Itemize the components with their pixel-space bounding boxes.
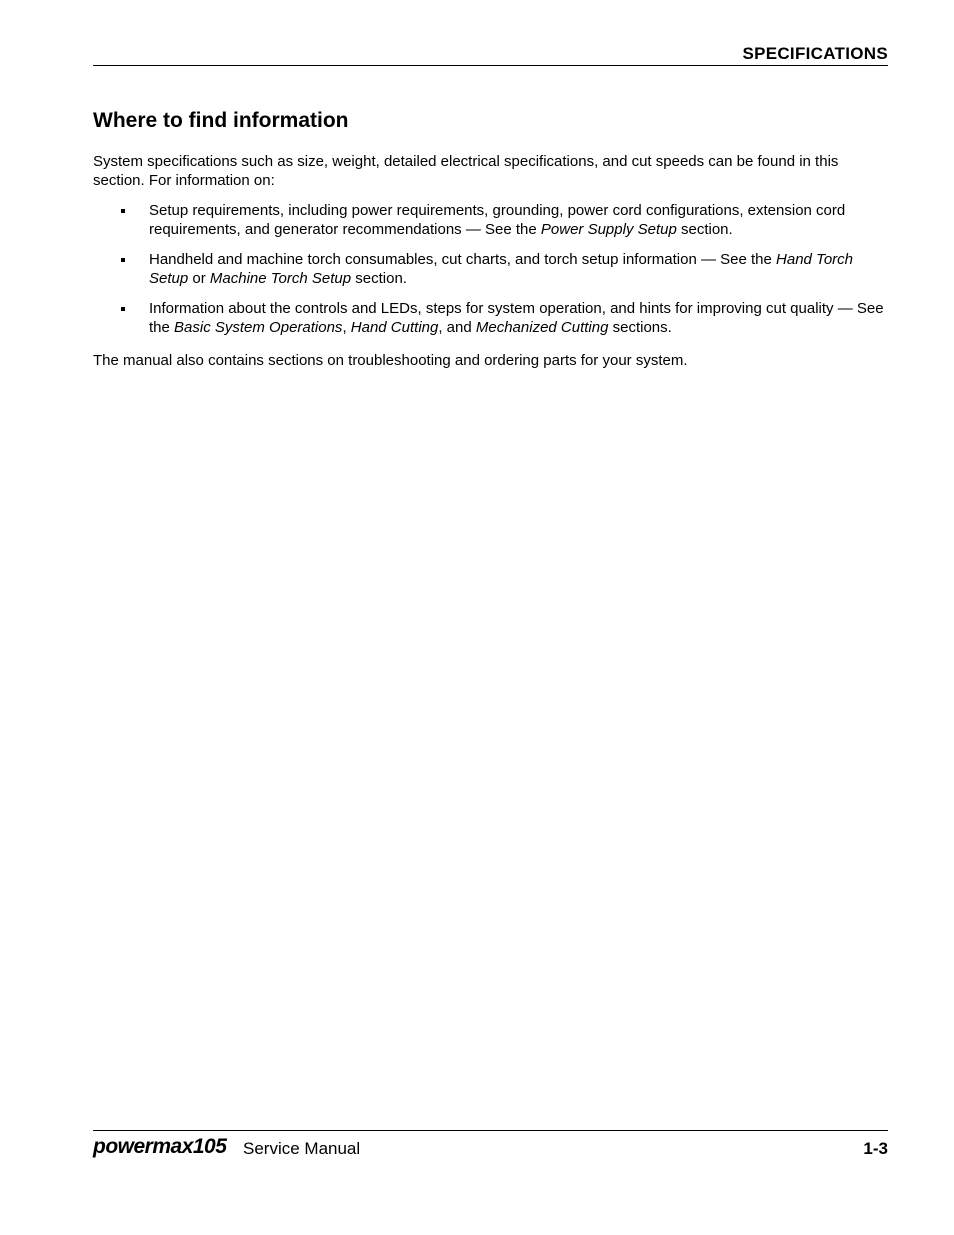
brand-logo: powermax105: [93, 1135, 227, 1158]
info-list: [93, 202, 888, 337]
list-item-text: Information about the controls and LEDs, steps for system operation, and hints for improving cut quality — See the: [149, 300, 884, 336]
bullet-icon: [121, 307, 125, 311]
section-reference: Power Supply Setup: [540, 220, 677, 238]
section-reference: Hand Torch Setup: [149, 251, 854, 287]
bullet-icon: [121, 258, 125, 262]
list-item-text: section.: [676, 220, 733, 238]
footer-divider: [93, 1130, 888, 1131]
list-item-text: sections.: [608, 318, 672, 336]
intro-paragraph: System specifications such as size, weight, detailed electrical specifications, and cut speeds can be found in this section. For information on:: [93, 153, 839, 189]
section-header: SPECIFICATIONS: [742, 44, 888, 63]
main-content: [93, 108, 888, 371]
bullet-icon: [121, 209, 125, 213]
section-reference: Hand Cutting: [350, 318, 439, 336]
manual-label: Service Manual: [243, 1139, 361, 1158]
page-footer: [93, 1135, 888, 1161]
list-item-text: or: [188, 269, 210, 287]
closing-paragraph: The manual also contains sections on troubleshooting and ordering parts for your system.: [93, 352, 688, 369]
list-item-text: ,: [342, 318, 351, 336]
list-item: [93, 300, 888, 337]
list-item-text: Setup requirements, including power requirements, grounding, power cord configurations, extension cord requirements, and generator recommendations — See the: [149, 202, 846, 238]
list-item: [93, 202, 888, 239]
list-item-text: section.: [351, 269, 407, 287]
list-item-text: , and: [438, 318, 476, 336]
section-reference: Machine Torch Setup: [209, 269, 352, 287]
header-divider: [93, 65, 888, 66]
page-title: Where to find information: [93, 109, 349, 132]
page-number: 1-3: [863, 1139, 888, 1158]
list-item-text: Handheld and machine torch consumables, cut charts, and torch setup information — See the: [149, 251, 777, 268]
list-item: [93, 251, 888, 288]
section-reference: Basic System Operations: [174, 318, 343, 336]
section-reference: Mechanized Cutting: [475, 318, 609, 336]
